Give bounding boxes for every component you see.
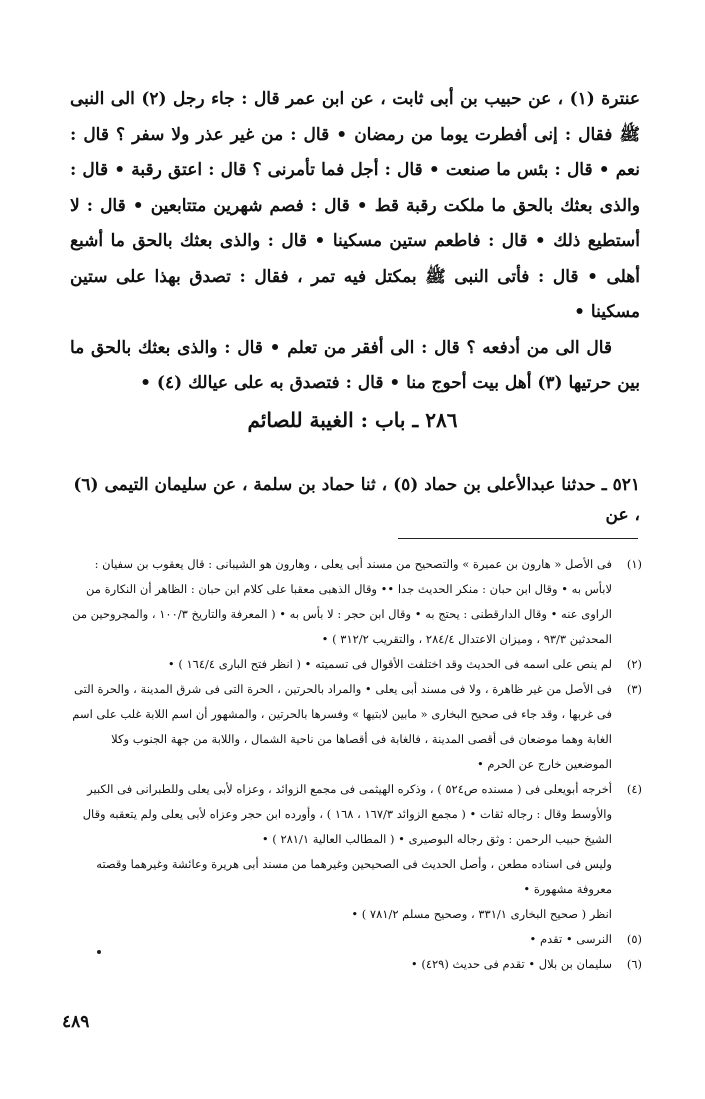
footnote-5 (70, 927, 642, 952)
footnote-text: النرسى • تقدم • (529, 932, 612, 946)
footnote-3 (70, 677, 642, 777)
footnote-number: (١) (626, 557, 642, 571)
footnote-text: فى الأصل « هارون بن عميرة » والتصحيح من مسند أبى يعلى ، وهارون هو الشيبانى : قال يعقوب بن سفيان : لابأس به • وقال ابن حبان : منكر الحديث جدا •• وقال الذهبى معقبا على كلام ابن حبان : الظاهر أن النكارة من الراوى عنه • وقال الدارقطنى : يحتج به • وقال ابن حجر : لا بأس به • ( المعرفة والتاريخ ١٠٠/٣ ، والمجروحين من المحدثين ٩٣/٣ ، وميزان الاعتدال ٢٨٤/٤ ، والتقريب ٣١٢/٢ ) • (72, 557, 612, 646)
main-text (70, 82, 640, 402)
footnote-number: (٢) (626, 657, 642, 671)
footnote-number: (٦) (626, 957, 642, 971)
page-number: ٤٨٩ (62, 1012, 90, 1032)
footnote-text: انظر ( صحيح البخارى ٣٣١/١ ، وصحيح مسلم ٧٨١/٢ ) • (351, 907, 612, 921)
footnote-number: (٤) (626, 782, 642, 796)
main-paragraph-1: عنترة (١) ، عن حبيب بن أبى ثابت ، عن ابن عمر قال : جاء رجل (٢) الى النبى ﷺ فقال : إنى أفطرت يوما من رمضان • قال : من غير عذر ولا سفر ؟ قال : نعم • قال : بئس ما صنعت • قال : أجل فما تأمرنى ؟ قال : اعتق رقبة • قال : والذى بعثك بالحق ما ملكت رقبة قط • قال : فصم شهرين متتابعين • قال : لا أستطيع ذلك • قال : فاطعم ستين مسكينا • قال : والذى بعثك بالحق ما أشبع أهلى • قال : فأتى النبى ﷺ بمكتل فيه تمر ، فقال : تصدق بهذا على ستين مسكينا • (70, 89, 640, 322)
footnote-2 (70, 652, 642, 677)
footnote-4 (70, 777, 642, 927)
footnote-text: لم ينص على اسمه فى الحديث وقد اختلفت الأقوال فى تسميته • ( انظر فتح البارى ١٦٤/٤ ) • (167, 657, 612, 671)
footnote-text: وليس فى اسناده مطعن ، وأصل الحديث فى الصحيحين وغيرهما من مسند أبى هريرة وعائشة وغيرهما وقصته معروفة مشهورة • (96, 857, 612, 896)
footnote-divider (398, 538, 638, 539)
footnote-text: سليمان بن بلال • تقدم فى حديث (٤٢٩) • (410, 957, 612, 971)
footnote-text: أخرجه أبويعلى فى ( مسنده ص٥٢٤ ) ، وذكره الهيثمى فى مجمع الزوائد ، وعزاه لأبى يعلى وللطبرانى فى الكبير والأوسط وقال : رجاله ثقات • ( مجمع الزوائد ١٦٧/٣ ، ١٦٨ ) ، وأورده ابن حجر وعزاه لأبى يعلى ولم يتعقبه وقال الشيخ حبيب الرحمن : وثق رجاله البوصيرى • ( المطالب العالية ٢٨١/١ ) • (82, 782, 612, 846)
stray-dot-mark (97, 950, 101, 954)
footnote-1 (70, 552, 642, 652)
footnote-text: فى الأصل من غير ظاهرة ، ولا فى مسند أبى يعلى • والمراد بالحرتين ، الحرة التى فى شرق المدينة ، والحرة التى فى غربها ، وقد جاء فى صحيح البخارى « مابين لابتيها » وفسرها بالحرتين ، والمشهور أن اسم اللابة غلب على اسم الغابة وهما موضعان فى أقصى المدينة ، فالغابة فى أقصاها من ناحية الشمال ، واللابة من جهة الجنوب وكلا الموضعين خارج عن الحرم • (72, 682, 612, 771)
footnote-number: (٣) (626, 682, 642, 696)
chapter-heading: ٢٨٦ ـ باب : الغيبة للصائم (247, 408, 458, 432)
main-paragraph-2: قال الى من أدفعه ؟ قال : الى أفقر من تعلم • قال : والذى بعثك بالحق ما بين حرتيها (٣) أهل بيت أحوج منا • قال : فتصدق به على عيالك (٤) • (70, 337, 640, 393)
footnote-number: (٥) (626, 932, 642, 946)
hadith-start-line: ٥٢١ ـ حدثنا عبدالأعلى بن حماد (٥) ، ثنا حماد بن سلمة ، عن سليمان التيمى (٦) ، عن (73, 475, 640, 525)
footnotes (70, 552, 642, 977)
footnote-6 (70, 952, 642, 977)
